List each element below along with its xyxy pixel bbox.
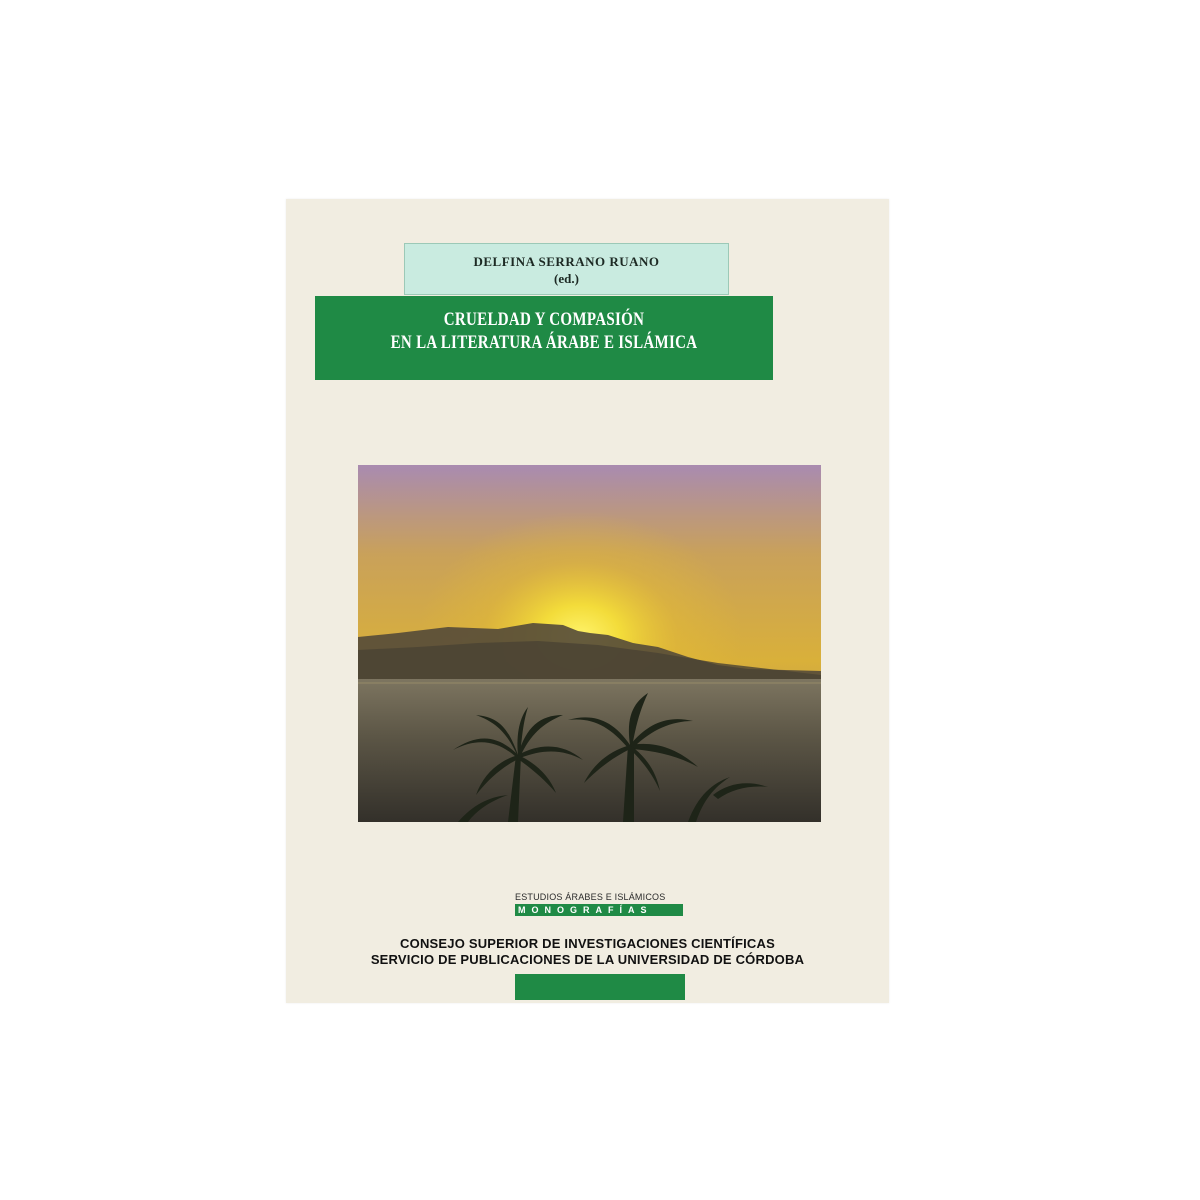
- publisher-line-1: CONSEJO SUPERIOR DE INVESTIGACIONES CIENTÍFICAS: [400, 936, 775, 951]
- author-box: [404, 243, 729, 295]
- author-name: DELFINA SERRANO RUANO: [473, 254, 660, 269]
- publishers: [286, 936, 889, 968]
- title-band: [315, 296, 773, 380]
- series-subtitle: MONOGRAFÍAS: [515, 904, 683, 916]
- cover-photo: [358, 465, 821, 822]
- book-title-line-1: CRUELDAD Y COMPASIÓN: [443, 309, 645, 330]
- author-role: (ed.): [554, 271, 579, 286]
- book-title-line-2: EN LA LITERATURA ÁRABE E ISLÁMICA: [390, 332, 698, 353]
- book-cover: [286, 199, 889, 1003]
- series-block: [515, 892, 685, 916]
- bottom-color-bar: [515, 974, 685, 1000]
- series-name: ESTUDIOS ÁRABES E ISLÁMICOS: [515, 892, 666, 902]
- publisher-line-2: SERVICIO DE PUBLICACIONES DE LA UNIVERSIDAD DE CÓRDOBA: [370, 952, 805, 967]
- sunset-over-sea-with-palm-trees-icon: [358, 465, 821, 822]
